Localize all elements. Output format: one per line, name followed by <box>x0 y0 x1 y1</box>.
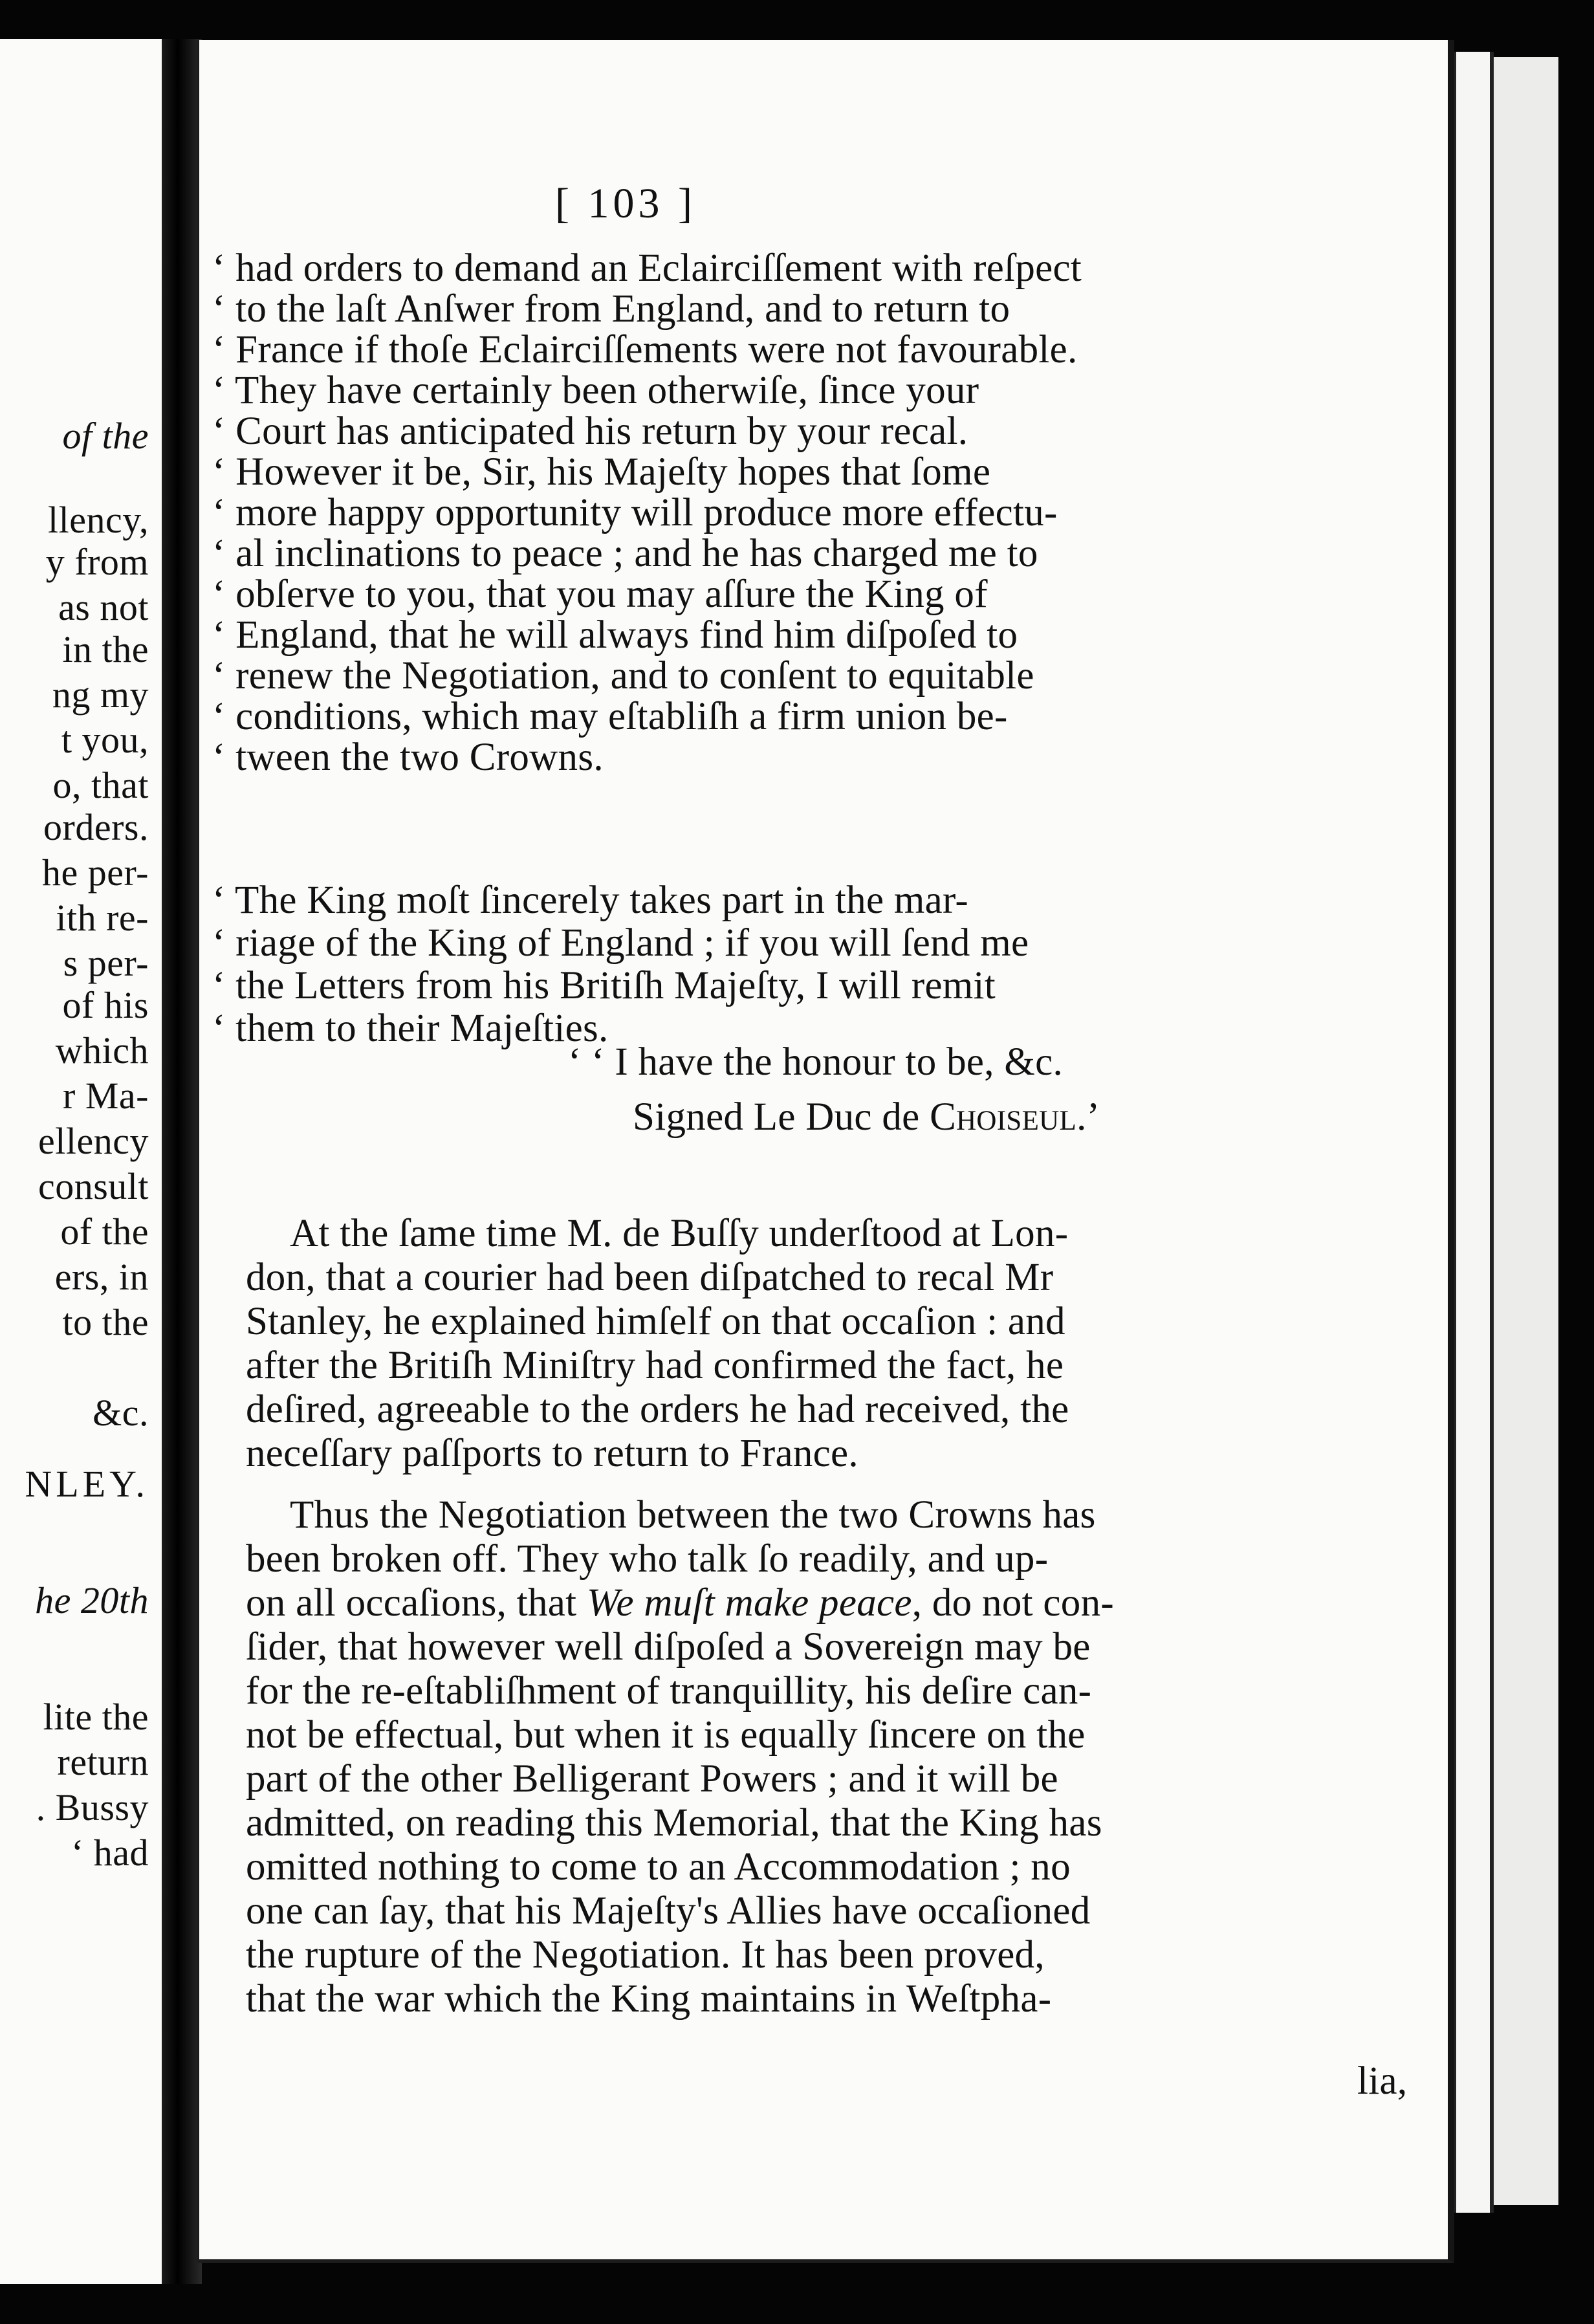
paragraph-1-line: ‘ more happy opportunity will produce more effectu- <box>212 491 1058 534</box>
right-page <box>197 40 1454 2263</box>
paragraph-1-line: ‘ Court has anticipated his return by your recal. <box>212 410 968 453</box>
left-page-line: in the <box>62 628 149 670</box>
paragraph-4-line: one can ſay, that his Majeſty's Allies have occaſioned <box>246 1889 1091 1933</box>
catchword: lia, <box>1357 2059 1408 2103</box>
left-page-line: ‘ had <box>71 1832 149 1874</box>
paragraph-3-line: after the Britiſh Miniſtry had confirmed the fact, he <box>246 1344 1064 1387</box>
closing-line: ‘ ‘ I have the honour to be, &c. <box>568 1040 1064 1084</box>
paragraph-4-line: that the war which the King maintains in Weſtpha- <box>246 1977 1052 2021</box>
left-page-line: to the <box>62 1301 149 1343</box>
paragraph-4-line: the rupture of the Negotiation. It has been proved, <box>246 1933 1045 1977</box>
page-content <box>199 40 1448 2259</box>
left-page-line: ers, in <box>54 1256 149 1298</box>
left-page-line: he per- <box>42 851 149 893</box>
left-page-line: ith re- <box>56 897 149 939</box>
page-edge-outer <box>1486 57 1558 2205</box>
paragraph-1-line: ‘ to the laſt Anſwer from England, and to return to <box>212 287 1010 331</box>
paragraph-1-line: ‘ renew the Negotiation, and to conſent to equitable <box>212 654 1034 697</box>
paragraph-4-line: been broken off. They who talk ſo readily, and up- <box>246 1537 1049 1581</box>
paragraph-4-line: part of the other Belligerant Powers ; and it will be <box>246 1757 1058 1801</box>
paragraph-1-line: ‘ They have certainly been otherwiſe, ſince your <box>212 369 979 412</box>
paragraph-1-line: ‘ obſerve to you, that you may aſſure the King of <box>212 573 988 616</box>
paragraph-1-line: ‘ England, that he will always find him diſpoſed to <box>212 613 1018 657</box>
paragraph-1-line: ‘ France if thoſe Eclairciſſements were not favourable. <box>212 328 1078 371</box>
paragraph-3-line: deſired, agreeable to the orders he had received, the <box>246 1388 1069 1431</box>
signature-name: Choiseul. <box>930 1095 1087 1139</box>
paragraph-4-line: not be effectual, but when it is equally ſincere on the <box>246 1713 1086 1757</box>
paragraph-2-line: ‘ the Letters from his Britiſh Majeſty, I will remit <box>212 964 996 1007</box>
left-page-line: of his <box>62 984 149 1026</box>
left-page-line: lite the <box>43 1696 149 1738</box>
paragraph-4-line: for the re-eſtabliſhment of tranquillity, his deſire can- <box>246 1669 1092 1713</box>
page-number: [ 103 ] <box>555 180 696 227</box>
left-page-line: consult <box>38 1165 149 1207</box>
text-span: , do not con- <box>912 1581 1115 1625</box>
left-page-line: which <box>55 1029 149 1071</box>
signature-line <box>633 1095 1100 1140</box>
paragraph-4-line: ſider, that however well diſpoſed a Sovereign may be <box>246 1625 1091 1669</box>
left-page-line: t you, <box>61 719 149 761</box>
left-page-line: r Ma- <box>63 1075 149 1117</box>
left-page-line: y from <box>45 541 149 583</box>
paragraph-1-line: ‘ However it be, Sir, his Majeſty hopes that ſome <box>212 450 991 494</box>
book-gutter <box>162 39 202 2284</box>
paragraph-3-line: don, that a courier had been diſpatched to recal Mr <box>246 1256 1054 1299</box>
paragraph-1-line: ‘ al inclinations to peace ; and he has charged me to <box>212 532 1038 575</box>
left-page-line: ng my <box>52 674 149 716</box>
paragraph-4-line: Thus the Negotiation between the two Crowns has <box>290 1493 1096 1537</box>
left-page-fragment <box>0 39 164 2284</box>
left-page-line: &c. <box>93 1392 149 1434</box>
paragraph-3-line: At the ſame time M. de Buſſy underſtood at Lon- <box>290 1212 1069 1255</box>
left-page-line: as not <box>58 586 149 628</box>
left-page-line: . Bussy <box>36 1786 149 1828</box>
paragraph-4-line: admitted, on reading this Memorial, that the King has <box>246 1801 1102 1845</box>
paragraph-2-line: ‘ them to their Majeſties. <box>212 1007 609 1050</box>
paragraph-1-line: ‘ had orders to demand an Eclairciſſement with reſpect <box>212 247 1082 290</box>
page-edge-inner <box>1452 52 1494 2213</box>
left-page-line: of the <box>60 1211 149 1253</box>
left-page-line: return <box>57 1741 149 1783</box>
left-page-line: of the <box>62 415 149 457</box>
paragraph-2-line: ‘ The King moſt ſincerely takes part in the mar- <box>212 879 968 922</box>
left-page-line: orders. <box>43 806 149 848</box>
signature-prefix: Signed Le Duc de <box>633 1095 930 1139</box>
paragraph-1-line: ‘ conditions, which may eſtabliſh a firm union be- <box>212 695 1008 738</box>
left-page-line: ellency <box>38 1120 149 1162</box>
left-page-line: NLEY. <box>25 1463 149 1505</box>
paragraph-3-line: Stanley, he explained himſelf on that occaſion : and <box>246 1300 1065 1343</box>
text-span: on all occaſions, that <box>246 1581 587 1625</box>
left-page-line: he 20th <box>35 1579 149 1621</box>
paragraph-1-line: ‘ tween the two Crowns. <box>212 736 604 779</box>
paragraph-4-line-italic-phrase <box>246 1581 1114 1626</box>
italic-phrase: We muſt make peace <box>586 1581 912 1625</box>
left-page-line: s per- <box>63 942 149 984</box>
left-page-line: llency, <box>48 499 149 541</box>
paragraph-2-line: ‘ riage of the King of England ; if you will ſend me <box>212 921 1029 965</box>
paragraph-3-line: neceſſary paſſports to return to France. <box>246 1432 858 1475</box>
paragraph-4-line: omitted nothing to come to an Accommodation ; no <box>246 1845 1071 1889</box>
left-page-line: o, that <box>52 764 149 806</box>
signature-quote: ’ <box>1086 1095 1100 1139</box>
